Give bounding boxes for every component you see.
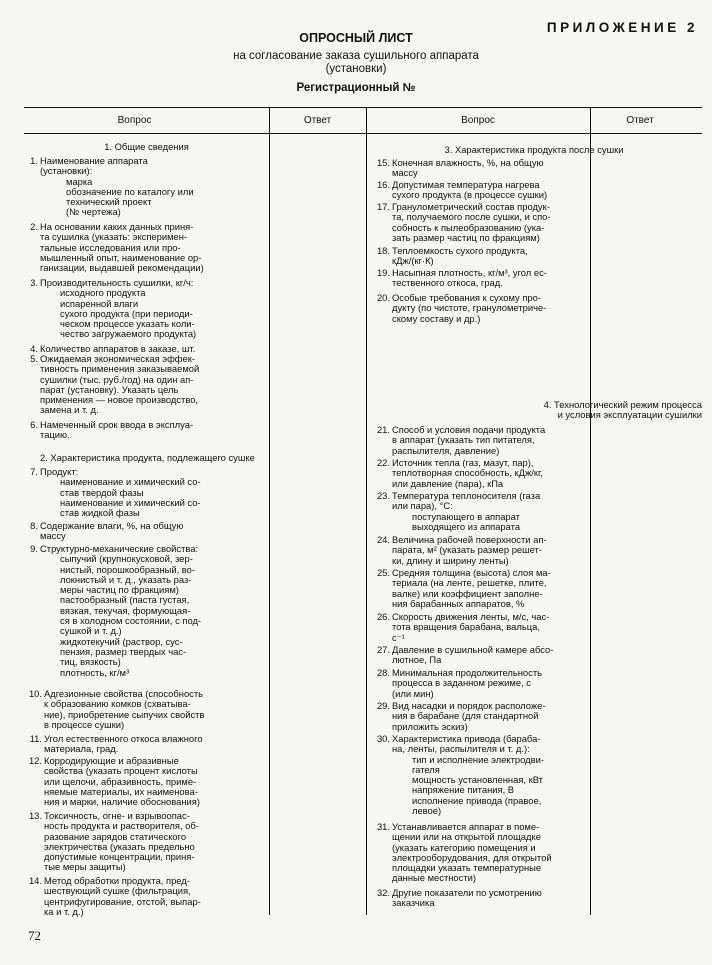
question-text-line: процесса в заданном режиме, с bbox=[392, 677, 531, 689]
question-text-line: Ожидаемая экономическая эффек- bbox=[40, 353, 195, 364]
question-10 bbox=[24, 689, 269, 730]
question-subitem: поступающего в аппарат bbox=[412, 510, 520, 522]
question-subitem: тиц, вязкость) bbox=[60, 656, 121, 668]
question-subitem: сыпучий (крупнокусковой, зер- bbox=[60, 553, 193, 565]
question-text-line: (указать категорию помещения и bbox=[392, 841, 536, 853]
question-text-line: няемые материалы, их наименова- bbox=[44, 785, 198, 797]
question-text-line: зать размер частиц по фракциям) bbox=[392, 231, 540, 243]
question-text-line: разование зарядов статического bbox=[44, 830, 187, 842]
question-text-line: замена и т. д. bbox=[40, 404, 99, 416]
question-text-line: Теплоемкость сухого продукта, bbox=[392, 245, 528, 256]
question-subitem: наименование и химический со- bbox=[60, 476, 201, 488]
appendix-label: ПРИЛОЖЕНИЕ 2 bbox=[546, 20, 698, 35]
question-number: 27. bbox=[376, 644, 390, 655]
question-14 bbox=[24, 876, 269, 917]
question-subitem: ся в холодном состоянии, с под- bbox=[60, 615, 202, 627]
question-text-line: та, получаемого после сушки, и спо- bbox=[392, 211, 551, 223]
question-text-line: Количество аппаратов в заказе, шт. bbox=[40, 343, 196, 354]
question-text-line: Наименование аппарата bbox=[40, 155, 148, 166]
question-text-line: ние), приобретение сыпучих свойств bbox=[44, 708, 205, 720]
question-subitem: исполнение привода (правое, bbox=[412, 794, 542, 806]
question-subitem: став твердой фазы bbox=[60, 486, 144, 498]
question-text-line: тальные исследования или про- bbox=[40, 241, 181, 253]
question-29 bbox=[372, 701, 590, 732]
question-text-line: та сушилка (указать: эксперимен- bbox=[40, 231, 188, 243]
question-text-line: Источник тепла (газ, мазут, пар), bbox=[392, 457, 534, 468]
question-text-line: валке) или коэффициент заполне- bbox=[392, 587, 543, 599]
question-text-line: Производительность сушилки, кг/ч: bbox=[40, 277, 194, 288]
question-number: 9. bbox=[30, 543, 38, 554]
question-subitem: (№ чертежа) bbox=[66, 206, 121, 218]
question-number: 10. bbox=[28, 688, 42, 699]
section-3-heading: 3. Характеристика продукта после сушки bbox=[444, 144, 624, 155]
question-number: 26. bbox=[376, 611, 390, 622]
question-subitem: выходящего из аппарата bbox=[412, 520, 521, 532]
question-number: 30. bbox=[376, 733, 390, 744]
left-answer-divider bbox=[269, 107, 270, 915]
question-number: 29. bbox=[376, 700, 390, 711]
question-30 bbox=[372, 734, 590, 816]
question-number: 4. bbox=[30, 343, 38, 354]
column-header-answer-right: Ответ bbox=[626, 115, 654, 126]
question-text-line: массу bbox=[40, 530, 66, 542]
question-number: 2. bbox=[30, 221, 38, 232]
question-text-line: сушилки (тыс. руб./год) на один ап- bbox=[40, 373, 194, 385]
question-number: 8. bbox=[30, 520, 38, 531]
question-subitem: мощность установленная, кВт bbox=[412, 774, 543, 786]
question-subitem: чество загружаемого продукта) bbox=[60, 328, 197, 340]
question-text-line: центрифугирование, отстой, выпар- bbox=[44, 895, 201, 907]
question-number: 15. bbox=[376, 157, 390, 168]
question-text-line: площадки указать температурные bbox=[392, 862, 542, 874]
question-subitem: меры частиц по фракциям) bbox=[60, 584, 179, 596]
question-28 bbox=[372, 668, 590, 699]
question-13 bbox=[24, 811, 269, 873]
question-text-line: ганизации, выдавшей рекомендации) bbox=[40, 262, 204, 274]
question-number: 17. bbox=[376, 201, 390, 212]
question-text-line: Температура теплоносителя (газа bbox=[392, 490, 541, 501]
question-text-line: сухого продукта (в процессе сушки) bbox=[392, 189, 548, 201]
question-number: 25. bbox=[376, 567, 390, 578]
table-header-rule bbox=[24, 133, 702, 134]
question-text-line: (или мин) bbox=[392, 687, 434, 699]
question-24 bbox=[372, 535, 590, 566]
section-2-heading: 2. Характеристика продукта, подлежащего сушке bbox=[40, 452, 255, 463]
question-text-line: парата, м² (указать размер решет- bbox=[392, 544, 542, 556]
column-header-question-left: Вопрос bbox=[117, 115, 152, 126]
question-subitem: ческом процессе указать коли- bbox=[60, 318, 195, 330]
question-32 bbox=[372, 888, 590, 909]
question-11 bbox=[24, 734, 269, 755]
question-text-line: Давление в сушильной камере абсо- bbox=[392, 644, 554, 655]
question-text-line: скому составу и др.) bbox=[392, 312, 481, 324]
question-3 bbox=[24, 278, 269, 340]
question-6 bbox=[24, 420, 269, 441]
section-4-heading-line-2: и условия эксплуатации сушилки bbox=[557, 409, 702, 420]
question-text-line: ки, длину и ширину ленты) bbox=[392, 554, 509, 566]
question-text-line: Намеченный срок ввода в эксплуа- bbox=[40, 419, 194, 430]
question-subitem: марка bbox=[66, 175, 93, 187]
question-subitem: жидкотекучий (раствор, сус- bbox=[60, 635, 183, 647]
question-number: 23. bbox=[376, 490, 390, 501]
question-subitem: напряжение питания, В bbox=[412, 784, 515, 796]
question-number: 16. bbox=[376, 179, 390, 190]
question-text-line: Конечная влажность, %, на общую bbox=[392, 157, 544, 168]
question-text-line: тацию. bbox=[40, 429, 70, 441]
question-subitem: исходного продукта bbox=[60, 287, 146, 299]
question-text-line: допустимые концентрации, приня- bbox=[44, 851, 195, 863]
question-text-line: ность продукта и растворителя, об- bbox=[44, 820, 199, 832]
subtitle-line-2: (установки) bbox=[325, 63, 387, 75]
question-subitem: гателя bbox=[412, 763, 440, 775]
question-text-line: Средняя толщина (высота) слоя ма- bbox=[392, 567, 551, 578]
question-20 bbox=[372, 293, 590, 324]
question-text-line: териала (на ленте, решетке, плите, bbox=[392, 577, 547, 589]
question-text-line: шествующий сушке (фильтрация, bbox=[44, 885, 191, 897]
question-number: 19. bbox=[376, 267, 390, 278]
question-text-line: приложить эскиз) bbox=[392, 720, 468, 732]
question-subitem: сушкой и т. д.) bbox=[60, 625, 122, 637]
question-27 bbox=[372, 645, 590, 666]
question-text-line: Метод обработки продукта, пред- bbox=[44, 875, 190, 886]
question-number: 6. bbox=[30, 419, 38, 430]
question-text-line: массу bbox=[392, 167, 418, 179]
question-text-line: заказчика bbox=[392, 897, 435, 909]
question-text-line: щении или на открытой площадке bbox=[392, 831, 541, 843]
question-text-line: или давление (пара), кПа bbox=[392, 477, 504, 489]
question-subitem: обозначение по каталогу или bbox=[66, 185, 194, 197]
question-25 bbox=[372, 568, 590, 609]
column-header-question-right: Вопрос bbox=[461, 115, 495, 126]
question-text-line: или пара), °С: bbox=[392, 500, 453, 512]
question-text-line: тественного откоса, град. bbox=[392, 277, 503, 289]
question-text-line: применения — новое производство, bbox=[40, 394, 199, 406]
question-subitem: став жидкой фазы bbox=[60, 507, 140, 519]
question-text-line: Адгезионные свойства (способность bbox=[44, 688, 204, 699]
question-text-line: данные местности) bbox=[392, 872, 476, 884]
question-1 bbox=[24, 156, 269, 218]
question-text-line: ка и т. д.) bbox=[44, 905, 84, 917]
question-21 bbox=[372, 425, 590, 456]
question-26 bbox=[372, 612, 590, 643]
question-text-line: или щелочи, абразивность, приме- bbox=[44, 775, 197, 787]
question-subitem: вязкая, текучая, формующая- bbox=[60, 604, 191, 616]
question-subitem: плотность, кг/м³ bbox=[60, 666, 130, 678]
question-2 bbox=[24, 222, 269, 273]
question-subitem: нистый, порошкообразный, во- bbox=[60, 563, 196, 575]
question-number: 31. bbox=[376, 821, 390, 832]
question-5 bbox=[24, 354, 269, 416]
question-text-line: в процессе сушки) bbox=[44, 718, 125, 730]
question-subitem: пензия, размер твердых час- bbox=[60, 645, 187, 657]
section-1-heading: 1. Общие сведения bbox=[104, 141, 189, 152]
question-16 bbox=[372, 180, 590, 201]
subtitle-line-1: на согласование заказа сушильного аппарата bbox=[233, 50, 479, 62]
question-text-line: лютное, Па bbox=[392, 654, 442, 666]
question-text-line: Величина рабочей поверхности ап- bbox=[392, 534, 547, 545]
question-7 bbox=[24, 467, 269, 518]
question-text-line: Минимальная продолжительность bbox=[392, 667, 543, 678]
question-text-line: тота вращения барабана, вальца, bbox=[392, 621, 540, 633]
question-number: 13. bbox=[28, 810, 42, 821]
question-text-line: ния барабанных аппаратов, % bbox=[392, 597, 525, 609]
question-number: 20. bbox=[376, 292, 390, 303]
page-number: 72 bbox=[28, 928, 41, 943]
question-text-line: к образованию комков (схватыва- bbox=[44, 698, 191, 710]
question-number: 12. bbox=[28, 755, 42, 766]
question-17 bbox=[372, 202, 590, 243]
question-text-line: Допустимая температура нагрева bbox=[392, 179, 540, 190]
question-text-line: тивность применения заказываемой bbox=[40, 363, 200, 375]
question-number: 22. bbox=[376, 457, 390, 468]
question-text-line: Структурно-механические свойства: bbox=[40, 543, 199, 554]
question-text-line: Характеристика привода (бараба- bbox=[392, 733, 541, 744]
table-top-rule bbox=[24, 107, 702, 108]
section-4-heading-line-1: 4. Технологический режим процесса bbox=[543, 399, 702, 410]
question-text-line: Содержание влаги, %, на общую bbox=[40, 520, 184, 531]
question-18 bbox=[372, 246, 590, 267]
question-number: 32. bbox=[376, 887, 390, 898]
question-19 bbox=[372, 268, 590, 289]
question-text-line: Насыпная плотность, кг/м³, угол ес- bbox=[392, 267, 547, 278]
question-text-line: Вид насадки и порядок расположе- bbox=[392, 700, 546, 711]
question-text-line: электричества (указать предельно bbox=[44, 840, 195, 852]
question-number: 1. bbox=[30, 155, 38, 166]
question-number: 14. bbox=[28, 875, 42, 886]
question-text-line: мышленный опыт, наименование ор- bbox=[40, 251, 202, 263]
question-number: 3. bbox=[30, 277, 38, 288]
question-text-line: собность к пылеобразованию (ука- bbox=[392, 221, 545, 233]
question-number: 18. bbox=[376, 245, 390, 256]
question-text-line: Продукт: bbox=[40, 466, 79, 477]
question-31 bbox=[372, 822, 590, 884]
page-title: ОПРОСНЫЙ ЛИСТ bbox=[299, 31, 413, 45]
question-subitem: технический проект bbox=[66, 196, 152, 208]
question-text-line: Угол естественного откоса влажного bbox=[44, 733, 203, 744]
question-text-line: в аппарат (указать тип питателя, bbox=[392, 434, 535, 446]
question-number: 28. bbox=[376, 667, 390, 678]
question-text-line: Корродирующие и абразивные bbox=[44, 755, 179, 766]
question-subitem: локнистый и т. д., указать раз- bbox=[60, 573, 192, 585]
question-23 bbox=[372, 491, 590, 532]
question-text-line: кДж/(кг·К) bbox=[392, 255, 434, 267]
question-22 bbox=[372, 458, 590, 489]
question-12 bbox=[24, 756, 269, 807]
question-text-line: Гранулометрический состав продук- bbox=[392, 201, 550, 212]
question-subitem: сухого продукта (при периоди- bbox=[60, 307, 193, 319]
question-text-line: распылителя, давление) bbox=[392, 444, 500, 456]
question-text-line: Способ и условия подачи продукта bbox=[392, 424, 546, 435]
question-9 bbox=[24, 544, 269, 678]
question-subitem: испаренной влаги bbox=[60, 297, 139, 309]
registration-number-label: Регистрационный № bbox=[296, 82, 416, 94]
question-text-line: электрооборудования, для открытой bbox=[392, 851, 552, 863]
question-text-line: свойства (указать процент кислоты bbox=[44, 765, 198, 777]
question-text-line: теплотворная способность, кДж/кг, bbox=[392, 467, 543, 479]
question-text-line: Устанавливается аппарат в поме- bbox=[392, 821, 540, 832]
question-15 bbox=[372, 158, 590, 179]
question-number: 5. bbox=[30, 353, 38, 364]
question-number: 11. bbox=[29, 733, 42, 744]
question-8 bbox=[24, 521, 269, 542]
question-text-line: материала, град. bbox=[44, 743, 119, 755]
question-text-line: ния в барабане (для стандартной bbox=[392, 710, 539, 722]
question-text-line: (установки): bbox=[40, 165, 93, 177]
question-text-line: На основании каких данных приня- bbox=[40, 221, 194, 232]
question-text-line: с⁻¹ bbox=[392, 631, 405, 643]
question-number: 7. bbox=[30, 466, 38, 477]
question-text-line: парат (установку). Указать цель bbox=[40, 383, 179, 395]
question-subitem: тип и исполнение электродви- bbox=[412, 753, 544, 765]
question-text-line: Токсичность, огне- и взрывоопас- bbox=[44, 810, 190, 821]
question-subitem: пастообразный (паста густая, bbox=[60, 594, 190, 606]
column-header-answer-left: Ответ bbox=[303, 115, 332, 126]
question-number: 24. bbox=[376, 534, 390, 545]
question-text-line: дукту (по чистоте, гранулометриче- bbox=[392, 302, 547, 314]
question-subitem: левое) bbox=[412, 805, 442, 817]
question-subitem: наименование и химический со- bbox=[60, 496, 201, 508]
question-text-line: на, ленты, распылителя и т. д.): bbox=[392, 743, 530, 755]
question-text-line: ния и марки, наличие обоснования) bbox=[44, 796, 200, 808]
question-text-line: Особые требования к сухому про- bbox=[392, 292, 541, 303]
center-divider bbox=[366, 107, 367, 915]
right-answer-divider bbox=[590, 107, 591, 915]
question-text-line: тые меры защиты) bbox=[44, 861, 126, 873]
question-number: 21. bbox=[376, 424, 390, 435]
question-text-line: Другие показатели по усмотрению bbox=[392, 887, 542, 898]
question-text-line: Скорость движения ленты, м/с, час- bbox=[392, 611, 550, 622]
